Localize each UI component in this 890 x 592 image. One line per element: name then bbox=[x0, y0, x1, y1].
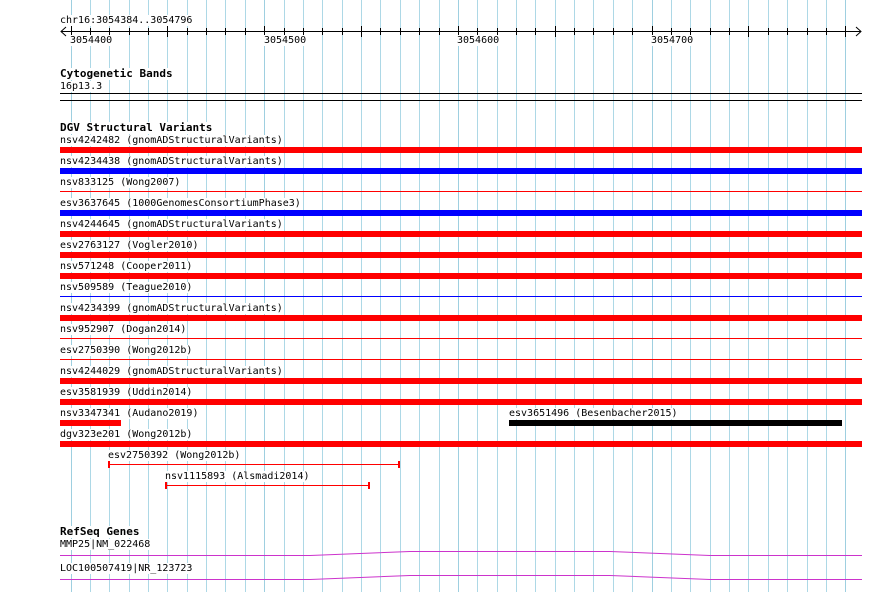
variant-label[interactable]: nsv3347341 (Audano2019) bbox=[60, 408, 199, 419]
variant-label[interactable]: nsv4234438 (gnomADStructuralVariants) bbox=[60, 156, 283, 167]
ruler-tick-label: 3054700 bbox=[651, 35, 694, 46]
ruler-tick-label: 3054400 bbox=[70, 35, 113, 46]
gene-model[interactable] bbox=[60, 548, 862, 558]
track-title-refseq: RefSeq Genes bbox=[60, 525, 140, 538]
variant-bar[interactable] bbox=[60, 296, 862, 297]
gene-label[interactable]: LOC100507419|NR_123723 bbox=[60, 563, 193, 574]
variant-bar[interactable] bbox=[60, 191, 862, 192]
track-title-dgv: DGV Structural Variants bbox=[60, 121, 213, 134]
variant-label[interactable]: nsv4244645 (gnomADStructuralVariants) bbox=[60, 219, 283, 230]
variant-bar[interactable] bbox=[60, 210, 862, 216]
ruler-tick-label: 3054500 bbox=[264, 35, 307, 46]
variant-label[interactable]: nsv833125 (Wong2007) bbox=[60, 177, 181, 188]
variant-bar[interactable] bbox=[60, 252, 862, 258]
variant-bar[interactable] bbox=[60, 399, 862, 405]
variant-bar[interactable] bbox=[60, 231, 862, 237]
variant-label[interactable]: dgv323e201 (Wong2012b) bbox=[60, 429, 193, 440]
ruler-tick-label: 3054600 bbox=[457, 35, 500, 46]
variant-bar[interactable] bbox=[60, 315, 862, 321]
track-title-cytobands: Cytogenetic Bands bbox=[60, 67, 173, 80]
variant-label[interactable]: esv2750392 (Wong2012b) bbox=[108, 450, 241, 461]
variant-label[interactable]: esv2750390 (Wong2012b) bbox=[60, 345, 193, 356]
variant-bar[interactable] bbox=[60, 338, 862, 339]
variant-label[interactable]: nsv509589 (Teague2010) bbox=[60, 282, 193, 293]
ruler-location: chr16:3054384..3054796 bbox=[60, 15, 193, 26]
variant-bar[interactable] bbox=[60, 420, 121, 426]
variant-range-bar[interactable] bbox=[163, 481, 372, 491]
variant-label[interactable]: nsv4244029 (gnomADStructuralVariants) bbox=[60, 366, 283, 377]
variant-label[interactable]: nsv4242482 (gnomADStructuralVariants) bbox=[60, 135, 283, 146]
cytoband-label: 16p13.3 bbox=[60, 81, 103, 92]
variant-label[interactable]: nsv4234399 (gnomADStructuralVariants) bbox=[60, 303, 283, 314]
variant-label[interactable]: esv2763127 (Vogler2010) bbox=[60, 240, 199, 251]
gene-model[interactable] bbox=[60, 572, 862, 582]
variant-label[interactable]: nsv1115893 (Alsmadi2014) bbox=[165, 471, 310, 482]
variant-label[interactable]: esv3651496 (Besenbacher2015) bbox=[509, 408, 678, 419]
variant-bar[interactable] bbox=[60, 147, 862, 153]
variant-bar[interactable] bbox=[60, 378, 862, 384]
variant-bar[interactable] bbox=[509, 420, 842, 426]
cytoband-bar[interactable] bbox=[60, 93, 862, 94]
variant-label[interactable]: esv3581939 (Uddin2014) bbox=[60, 387, 193, 398]
gene-label[interactable]: MMP25|NM_022468 bbox=[60, 539, 151, 550]
variant-range-bar[interactable] bbox=[106, 460, 402, 470]
variant-bar[interactable] bbox=[60, 441, 862, 447]
variant-bar[interactable] bbox=[60, 359, 862, 360]
track-divider bbox=[60, 100, 862, 101]
ruler-axis bbox=[0, 0, 890, 40]
variant-bar[interactable] bbox=[60, 273, 862, 279]
variant-label[interactable]: nsv571248 (Cooper2011) bbox=[60, 261, 193, 272]
variant-label[interactable]: esv3637645 (1000GenomesConsortiumPhase3) bbox=[60, 198, 301, 209]
variant-bar[interactable] bbox=[60, 168, 862, 174]
variant-label[interactable]: nsv952907 (Dogan2014) bbox=[60, 324, 187, 335]
